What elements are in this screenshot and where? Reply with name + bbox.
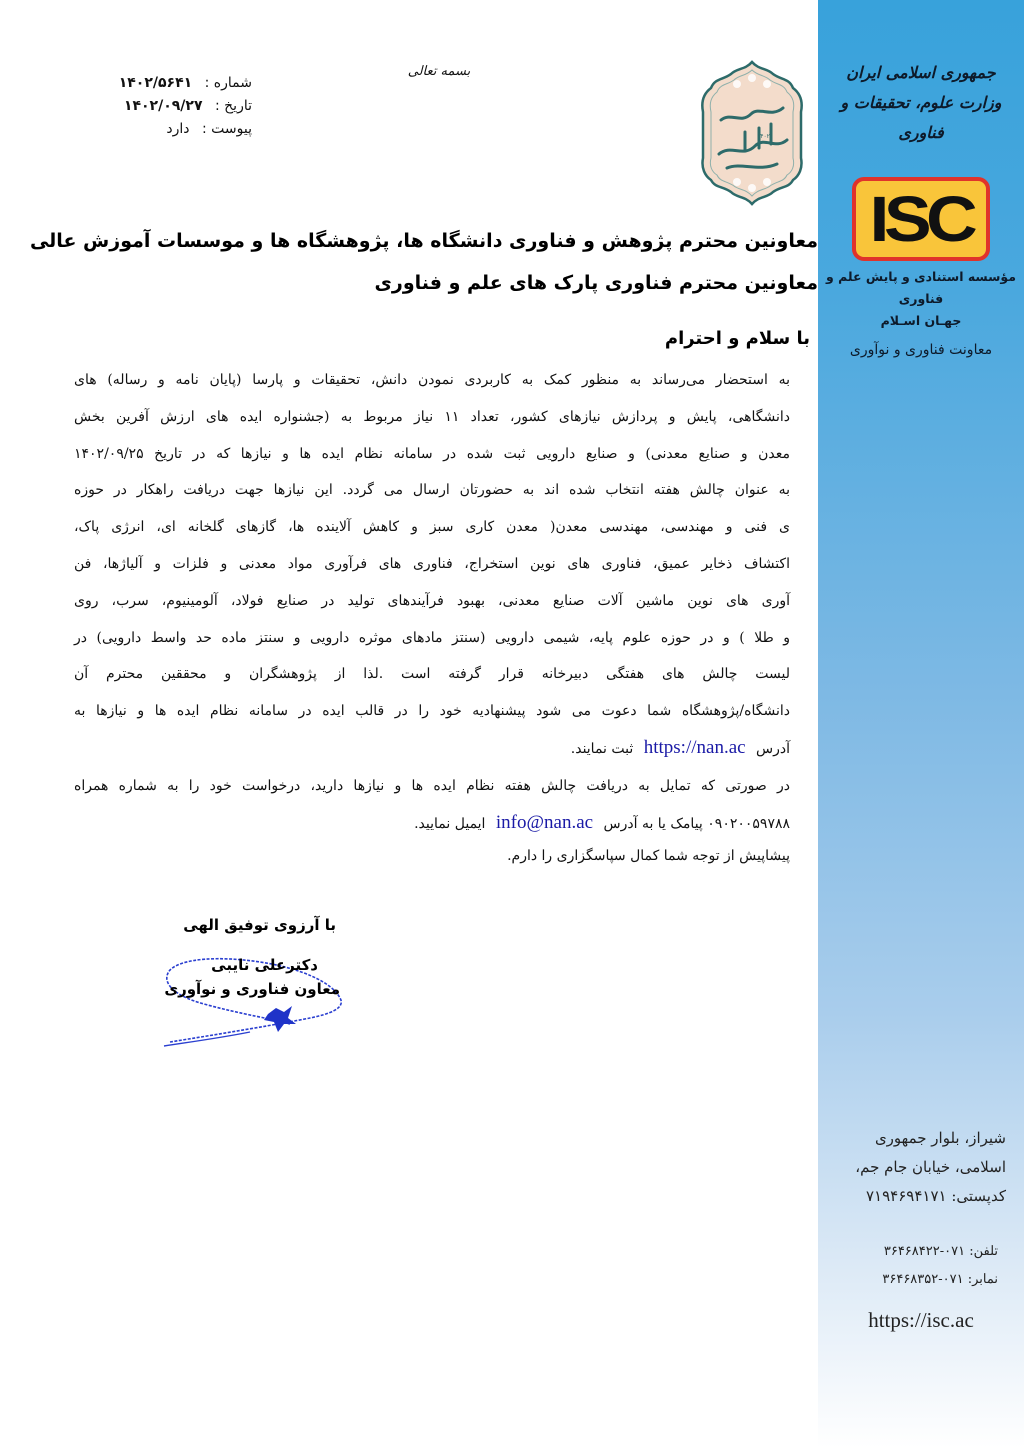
phone-label: تلفن: bbox=[969, 1244, 998, 1259]
fax-row bbox=[882, 1266, 998, 1294]
body-line: اکتشاف ذخایر عمیق، فناوری های نوین استخراج، فناوری های فرآوری مواد معدنی و فلزات و آلیاژها، فن bbox=[74, 555, 790, 572]
letter-date-row bbox=[96, 95, 252, 118]
sms-number: ۰۹۰۲۰۰۵۹۷۸۸ bbox=[707, 815, 790, 832]
signature-block bbox=[160, 912, 360, 1052]
isc-logo bbox=[852, 177, 990, 261]
attachment-row bbox=[96, 118, 252, 141]
body-line: به استحضار می‌رساند به منظور کمک به کاربردی نمودن دانش، تحقیقات و پارسا (پایان نامه و رساله) های bbox=[74, 372, 790, 388]
address-line-1: شیراز، بلوار جمهوری bbox=[874, 1129, 1006, 1147]
institute-line-2: جهـان اسـلام bbox=[880, 313, 962, 328]
gov-line-2: وزارت علوم، تحقیقات و فناوری bbox=[840, 93, 1002, 142]
postal-code-label: کدپستی: bbox=[951, 1187, 1006, 1205]
department-name: معاونت فناوری و نوآوری bbox=[849, 342, 993, 358]
sms-mid-text: پیامک یا به آدرس bbox=[603, 815, 703, 832]
nan-website-link[interactable]: https://nan.ac bbox=[643, 736, 746, 758]
address-prefix: آدرس bbox=[756, 740, 790, 757]
body-line-thanks: پیشاپیش از توجه شما کمال سپاسگزاری را دارم. bbox=[507, 848, 790, 865]
email-suffix: ایمیل نمایید. bbox=[414, 815, 486, 832]
body-line-request: در صورتی که تمایل به دریافت چالش هفته نظام ایده ها و نیازها دارید، درخواست خود را به شماره همراه bbox=[74, 777, 790, 794]
contact-info bbox=[882, 1238, 998, 1294]
svg-text:۱۴۰۲: ۱۴۰۲ bbox=[757, 133, 770, 140]
body-line: دانشگاهی، پایش و پردازش نیازهای کشور، تعداد ۱۱ نیاز مربوط به (جشنواره ایده های ارزش آفرین بخش bbox=[74, 408, 790, 425]
address-suffix: ثبت نمایند. bbox=[570, 740, 634, 757]
letter-number-row bbox=[96, 72, 252, 95]
website-link[interactable]: https://isc.ac bbox=[868, 1308, 974, 1332]
fax-label: نمابر: bbox=[967, 1272, 998, 1287]
isc-logo-text: ISC bbox=[869, 183, 973, 255]
body-line-address bbox=[74, 730, 790, 768]
body-line: و طلا ) و در حوزه علوم پایه، شیمی دارویی (سنتز مادهای موثره دارویی و سنتز ماده حد واسط دارویی) در bbox=[74, 629, 790, 646]
letter-body bbox=[74, 362, 790, 870]
attachment-label: پیوست : bbox=[202, 121, 252, 137]
letter-date-label: تاریخ : bbox=[214, 98, 252, 114]
ministry-heading bbox=[818, 58, 1024, 148]
gov-line-1: جمهوری اسلامی ایران bbox=[846, 63, 996, 82]
body-line-contact bbox=[74, 805, 790, 843]
body-line: ی فنی و مهندسی، مهندسی معدن( معدن کاری سبز و کاهش آلاینده ها، گازهای گلخانه ای، انرژی پاک، bbox=[74, 519, 790, 536]
email-link[interactable]: info@nan.ac bbox=[495, 811, 594, 833]
address-line-2: اسلامی، خیابان جام جم، bbox=[855, 1158, 1006, 1176]
addressee-2: معاونین محترم فناوری پارک های علم و فناوری bbox=[374, 272, 818, 294]
postal-code-value: ۷۱۹۴۶۹۴۱۷۱ bbox=[865, 1187, 947, 1205]
institute-name bbox=[818, 266, 1024, 332]
body-line: لیست چالش های هفتگی دبیرخانه قرار گرفته است .لذا از پژوهشگران و محققین محترم آن bbox=[74, 666, 790, 683]
addressee-1: معاونین محترم پژوهش و فناوری دانشگاه ها، پژوهشگاه ها و موسسات آموزش عالی bbox=[29, 230, 818, 252]
phone-value: ۰۷۱-۳۶۴۶۸۴۲۲ bbox=[883, 1244, 966, 1259]
body-line: به عنوان چالش هفته انتخاب شده اند به حضورتان ارسال می گردد. این نیازها جهت دریافت راهکار در حوزه bbox=[74, 482, 790, 499]
body-line: معدن و صنایع معدنی) و صنایع دارویی ثبت شده در سامانه نظام ایده ها و نیازها که در تاریخ ۱۴۰۲/۰۹/۲۵ bbox=[74, 445, 790, 462]
postal-address bbox=[816, 1124, 1006, 1211]
basmala-heading: بسمه تعالی bbox=[407, 64, 471, 79]
letterhead-sidebar bbox=[818, 0, 1024, 1448]
letter-number-value: ۱۴۰۲/۵۶۴۱ bbox=[118, 75, 193, 91]
closing-wish: با آرزوی توفیق الهی bbox=[183, 916, 336, 934]
postal-code-row bbox=[816, 1182, 1006, 1211]
body-line: آوری های نوین ماشین آلات صنایع معدنی، بهبود فرآیندهای تولید در صنایع فولاد، آلومینیوم، سرب، روی bbox=[74, 592, 790, 609]
letter-number-label: شماره : bbox=[204, 75, 252, 91]
letter-metadata bbox=[96, 72, 252, 141]
signatory-title: معاون فناوری و نوآوری bbox=[164, 980, 340, 998]
greeting: با سلام و احترام bbox=[664, 328, 810, 349]
year-slogan-emblem bbox=[697, 58, 807, 206]
phone-row bbox=[882, 1238, 998, 1266]
letter-date-value: ۱۴۰۲/۰۹/۲۷ bbox=[123, 98, 203, 114]
fax-value: ۰۷۱-۳۶۴۶۸۳۵۲ bbox=[882, 1272, 964, 1287]
attachment-value: دارد bbox=[166, 121, 190, 137]
body-line: دانشگاه/پژوهشگاه شما دعوت می شود پیشنهادیه خود را در قالب ایده در سامانه نظام ایده ها و نیازها به bbox=[74, 703, 790, 720]
signatory-name: دکترعلی نایبی bbox=[211, 956, 318, 974]
institute-line-1: مؤسسه استنادی و پایش علم و فناوری bbox=[825, 269, 1016, 306]
